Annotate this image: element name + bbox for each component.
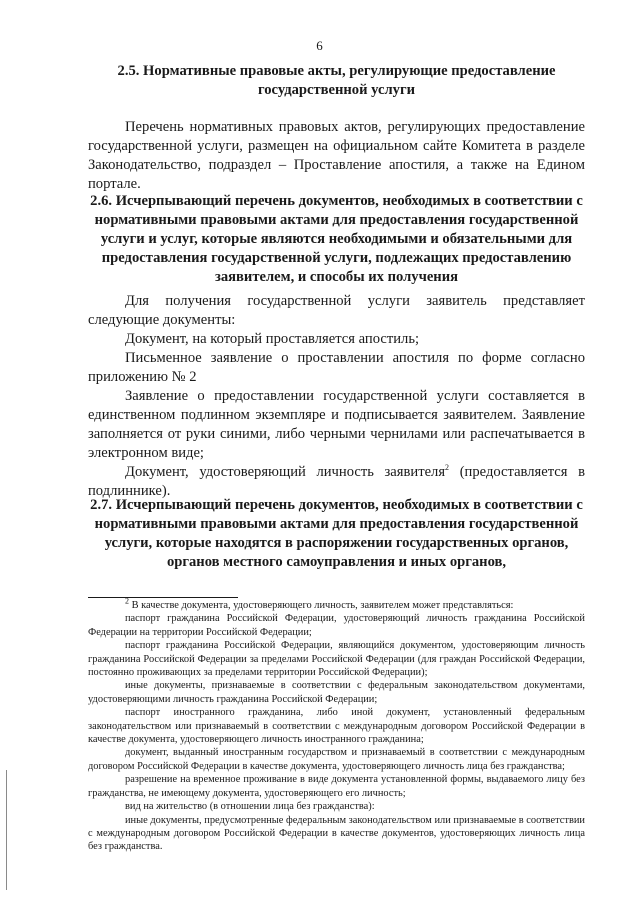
scan-edge-line (6, 770, 7, 890)
footnote-block (88, 596, 585, 854)
footnote-item: иные документы, предусмотренные федеральным законодательством или признаваемые в соответствии с международным договором Российской Федерации в качестве документов, удостоверяющих личность лица без гражданства. (88, 814, 585, 853)
section-2-6-heading: 2.6. Исчерпывающий перечень документов, необходимых в соответствии с нормативными правовыми актами для предоставления государственной услуги и услуг, которые являются необходимыми и обязательными для предоставления государственной услуги, подлежащих предоставлению заявителем, и способы их получения (90, 193, 583, 285)
section-2-5-paragraph: Перечень нормативных правовых актов, регулирующих предоставление государственной услуги, размещен на официальном сайте Комитета в разделе Законодательство, подраздел – Проставление апостиля, а также на Едином портале. (88, 119, 585, 192)
footnote-item: паспорт иностранного гражданина, либо иной документ, установленный федеральным законодательством или признаваемый в соответствии с международным договором Российской Федерации в качестве документа, удостоверяющего личность иностранного гражданина; (88, 707, 585, 746)
footnote-item: паспорт гражданина Российской Федерации, удостоверяющий личность гражданина Российской Федерации на территории Российской Федерации; (88, 613, 585, 638)
identity-document-text: Документ, удостоверяющий личность заявителя (125, 464, 446, 480)
page-number: 6 (316, 38, 323, 53)
footnote-intro (88, 596, 585, 612)
footnote-reference: 2 (445, 463, 450, 473)
paragraph: Документ, на который проставляется апостиль; (125, 331, 420, 347)
footnote-mark: 2 (125, 596, 129, 606)
identity-document-text-after: (предоставляется в подлиннике). (88, 464, 586, 499)
footnote-item: иные документы, признаваемые в соответствии с федеральным законодательством документами, удостоверяющими личность гражданина Российской Федерации; (88, 680, 585, 705)
paragraph: Заявление о предоставлении государственной услуги составляется в единственном подлинном экземпляре и подписывается заявителем. Заявление заполняется от руки синими, либо черными чернилами или распечатывается в электронном виде; (88, 388, 585, 461)
paragraph: Для получения государственной услуги заявитель представляет следующие документы: (88, 293, 585, 328)
section-2-5-heading: 2.5. Нормативные правовые акты, регулирующие предоставление государственной услуги (117, 63, 556, 98)
footnote-item: паспорт гражданина Российской Федерации, являющийся документом, удостоверяющим личность гражданина Российской Федерации за пределами Российской Федерации (для граждан Российской Федерации, постоянно проживающих за пределами территории Российской Федерации); (88, 640, 585, 679)
footnote-item: документ, выданный иностранным государством и признаваемый в соответствии с международным договором Российской Федерации в качестве документа, удостоверяющего личность лица без гражданства; (88, 747, 585, 772)
section-2-6-body (88, 292, 585, 501)
section-2-5-body (88, 118, 585, 194)
section-2-7-heading: 2.7. Исчерпывающий перечень документов, необходимых в соответствии с нормативными правовыми актами для предоставления государственной услуги, которые находятся в распоряжении государственных органов, органов местного самоуправления и иных органов, (90, 497, 583, 570)
footnote-divider (88, 597, 238, 598)
section-2-5 (88, 62, 585, 100)
section-2-6 (88, 192, 585, 287)
footnote-intro-text: В качестве документа, удостоверяющего личность, заявителем может представляться: (129, 600, 514, 611)
footnote-item: разрешение на временное проживание в виде документа установленной формы, выдаваемого лицу без гражданства, не имеющему документа, удостоверяющего его личность; (88, 774, 585, 799)
paragraph: Письменное заявление о проставлении апостиля по форме согласно приложению № 2 (88, 350, 585, 385)
section-2-7 (88, 496, 585, 572)
footnote-item: вид на жительство (в отношении лица без гражданства): (125, 801, 375, 813)
